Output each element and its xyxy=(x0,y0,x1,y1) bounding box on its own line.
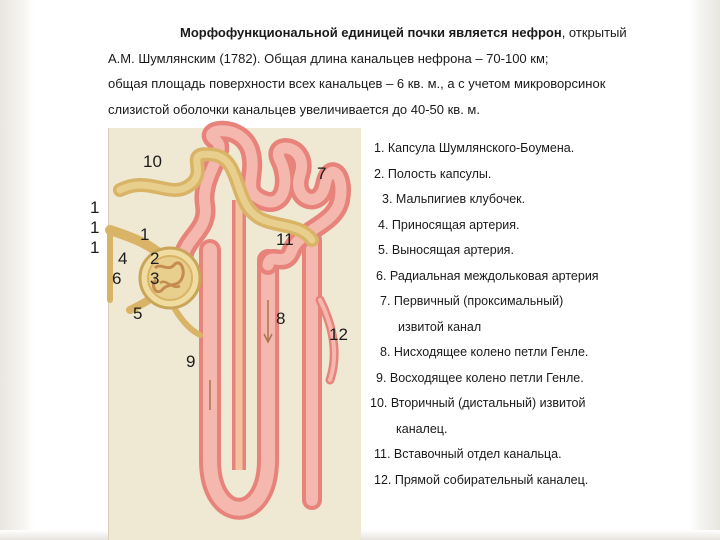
intro-line-1-rest: , открытый xyxy=(561,25,627,40)
intro-bold: Морфофункциональной единицей почки является нефрон xyxy=(180,25,562,40)
label-11: 11 xyxy=(276,230,294,249)
intro-line-2: А.М. Шумлянским (1782). Общая длина канальцев нефрона – 70-100 км; xyxy=(108,50,549,66)
legend-item-7-continued: извитой канал xyxy=(398,319,482,334)
legend-item-9: 9. Восходящее колено петли Генле. xyxy=(376,370,584,385)
legend-item-10-continued: каналец. xyxy=(396,421,448,436)
legend-item-8: 8. Нисходящее колено петли Генле. xyxy=(380,345,589,359)
label-12: 12 xyxy=(329,325,348,344)
label-7: 7 xyxy=(317,164,327,183)
collecting-duct xyxy=(312,240,334,500)
legend-item-5: 5. Выносящая артерия. xyxy=(378,243,514,257)
label-10: 10 xyxy=(143,152,162,171)
label-5: 5 xyxy=(133,304,143,323)
label-9: 9 xyxy=(186,352,196,371)
label-6: 6 xyxy=(112,269,122,288)
intro-line-4: слизистой оболочки канальцев увеличивается до 40-50 кв. м. xyxy=(108,101,480,117)
legend-item-7: 7. Первичный (проксимальный) xyxy=(380,294,564,308)
legend-item-3: 3. Мальпигиев клубочек. xyxy=(382,192,526,206)
legend-item-2: 2. Полость капсулы. xyxy=(374,166,492,181)
legend-item-1: 1. Капсула Шумлянского-Боумена. xyxy=(374,141,575,155)
legend-item-11: 11. Вставочный отдел канальца. xyxy=(374,447,562,461)
legend-item-6: 6. Радиальная междольковая артерия xyxy=(376,268,599,283)
legend-list xyxy=(364,136,694,493)
label-left-1b: 1 xyxy=(90,218,100,237)
label-3: 3 xyxy=(150,269,160,288)
label-4: 4 xyxy=(118,249,128,268)
label-left-1c: 1 xyxy=(90,238,100,257)
legend-item-12: 12. Прямой собирательный каналец. xyxy=(374,472,589,487)
label-8: 8 xyxy=(276,309,286,328)
legend-item-4: 4. Приносящая артерия. xyxy=(378,217,520,232)
loop-of-henle xyxy=(210,200,272,509)
intro-line-3: общая площадь поверхности всех канальцев – 6 кв. м., а с учетом микроворсинок xyxy=(108,76,606,91)
label-2: 2 xyxy=(150,249,160,268)
legend-item-10: 10. Вторичный (дистальный) извитой xyxy=(370,396,586,410)
renal-corpuscle xyxy=(140,248,200,308)
label-1: 1 xyxy=(140,225,150,244)
label-left-1a: 1 xyxy=(90,198,100,217)
